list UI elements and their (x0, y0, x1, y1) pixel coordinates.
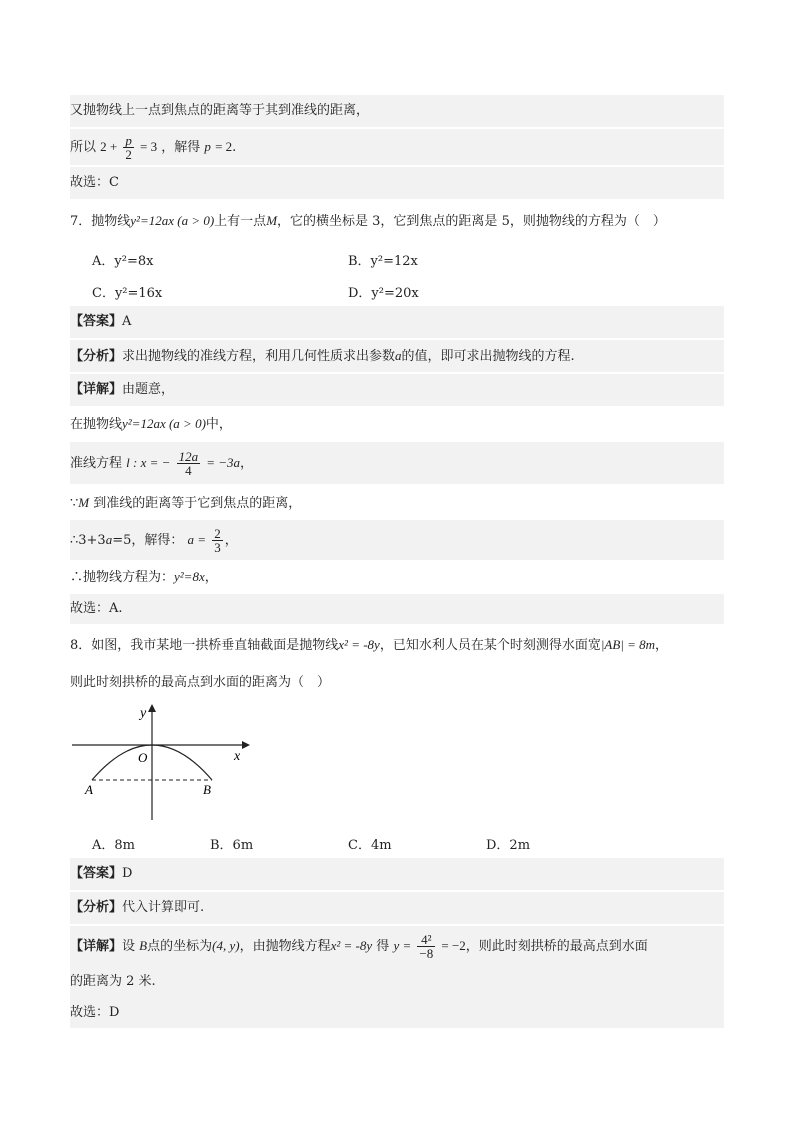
q7-detail-4m: M (78, 495, 90, 510)
q8-answer-line (70, 858, 724, 890)
q7-detail-5a2: a (105, 532, 113, 547)
q6-frac-num: p (125, 133, 132, 148)
origin-label: O (138, 750, 148, 765)
q8-frac-num: 4² (417, 933, 435, 947)
q8-stem-ab: |AB| = 8m (600, 637, 656, 652)
q8-option-d: D．2m (486, 838, 531, 853)
q7-analysis-a: a (395, 348, 402, 363)
q7-analysis-label: 【分析】 (70, 349, 123, 364)
q8-analysis-line (70, 892, 724, 924)
q8-stem-line2: 则此时刻拱桥的最高点到水面的距离为（ ） (70, 675, 331, 690)
q7-detail-5b: =5，解得： (112, 533, 184, 548)
q7-detail-6b: ， (204, 570, 218, 585)
q7-stem-c: ，它的横坐标是 3，它到焦点的距离是 5，则抛物线的方程为（ ） (277, 214, 666, 229)
q6-period: . (232, 140, 237, 155)
q7-detail-2a: 在抛物线 (70, 417, 123, 432)
q8-detail-label: 【详解】 (70, 939, 123, 954)
q8-stem-line-1 (70, 636, 724, 658)
q7-frac2-num: 2 (214, 526, 221, 541)
q7-stem-eq: y²=12ax (a > 0) (130, 213, 215, 228)
q7-frac2-den: 3 (214, 540, 221, 555)
q7-detail-3b: = −3a (206, 455, 240, 470)
q8-choice: 故选：D (70, 1005, 120, 1020)
q8-detail-1eq: x² = -8y (330, 938, 373, 953)
q7-detail-2b: 中， (205, 417, 232, 432)
q7-frac-den: 4 (185, 463, 192, 478)
q8-detail-line-2 (70, 966, 724, 998)
point-a-label: A (85, 782, 93, 797)
q7-answer-line (70, 306, 724, 338)
q6-fraction (123, 134, 134, 161)
q8-detail-1val: = −2 (441, 938, 466, 953)
q7-detail-1: 由题意， (122, 382, 175, 397)
q8-detail-1b-point: B (139, 938, 148, 953)
q8-detail-1a: 设 (122, 939, 136, 954)
q7-stem (70, 212, 724, 236)
q7-detail-3l: l : x = − (126, 455, 171, 470)
q8-stem-line-2 (70, 674, 724, 696)
q8-option-b: B．6m (210, 838, 254, 853)
q8-answer-label: 【答案】 (70, 866, 123, 881)
point-b-label: B (203, 782, 211, 797)
q8-option-a: A．8m (92, 838, 135, 853)
q7-stem-b: 上有一点 (214, 214, 267, 229)
q8-choice-line (70, 998, 724, 1028)
q6-p-value: = 2 (215, 139, 233, 154)
q7-choice: 故选：A. (70, 601, 123, 616)
q7-detail-3c: ， (240, 456, 254, 471)
q8-detail-1e: ，则此时刻拱桥的最高点到水面 (465, 939, 648, 954)
q7-frac-num: 12a (178, 449, 199, 464)
q8-detail-2: 的距离为 2 米. (70, 974, 156, 989)
q6-solve-text: ，解得 (161, 140, 201, 155)
q6-line-2 (70, 129, 724, 165)
q6-frac-den: 2 (125, 147, 132, 162)
q7-analysis: 求出抛物线的准线方程，利用几何性质求出参数 (122, 349, 396, 364)
y-axis-label: y (140, 706, 147, 721)
q7-choice-line (70, 594, 724, 624)
q7-detail-3-fraction (177, 450, 201, 477)
q6-p: p (204, 139, 211, 154)
q8-detail-1b: 点的坐标为 (147, 939, 213, 954)
q7-answer: A (122, 314, 132, 329)
q7-detail-line-6 (70, 562, 724, 592)
q6-line2-prefix: 所以 (70, 140, 97, 155)
q8-detail-fraction (417, 933, 435, 960)
q8-detail-1y: y = (393, 938, 412, 953)
q8-stem-a: 8．如图，我市某地一拱桥垂直轴截面是抛物线 (70, 638, 339, 653)
x-axis-label: x (234, 749, 241, 764)
q7-option-c: C．y²=16x (92, 286, 163, 301)
q7-option-b: B．y²=12x (348, 254, 418, 269)
q7-stem-m: M (266, 213, 278, 228)
q8-answer: D (122, 866, 133, 881)
x-axis-arrow (242, 741, 250, 749)
q8-option-c: C．4m (348, 838, 392, 853)
q8-detail-1coord: (4, y) (212, 938, 240, 953)
y-axis-arrow (148, 704, 156, 712)
q8-analysis-label: 【分析】 (70, 900, 123, 915)
q7-detail-line-5 (70, 520, 724, 560)
q7-detail-5a: ∴3+3 (70, 533, 106, 548)
q8-stem-b: ，已知水利人员在某个时刻测得水面宽 (379, 638, 601, 653)
q7-analysis-end: 的值，即可求出抛物线的方程. (401, 349, 575, 364)
q7-detail-4a: ∵ (70, 496, 79, 511)
q7-detail-label: 【详解】 (70, 382, 123, 397)
q8-detail-1c: ，由抛物线方程 (239, 939, 331, 954)
q7-detail-3a: 准线方程 (70, 456, 123, 471)
q7-detail-5c: a = (187, 532, 207, 547)
q7-detail-5-fraction (212, 527, 223, 554)
q7-detail-line-2 (70, 408, 724, 440)
q7-detail-6a: ∴抛物线方程为： (70, 570, 175, 585)
q7-option-a: A．y²=8x (92, 254, 154, 269)
q6-line-1 (70, 95, 724, 127)
q8-analysis: 代入计算即可. (122, 900, 205, 915)
q7-detail-line-3 (70, 442, 724, 484)
q7-detail-5d: ， (224, 533, 238, 548)
q6-eq-rhs: = 3 (140, 139, 158, 154)
q8-stem-eq: x² = -8y (338, 637, 380, 652)
q8-frac-den: −8 (419, 946, 434, 961)
q7-detail-6eq: y²=8x (174, 569, 205, 584)
q8-stem-c: ， (655, 638, 669, 653)
q8-parabola-figure (70, 700, 260, 822)
q8-detail-1d: 得 (376, 939, 390, 954)
q7-detail-4b: 到准线的距离等于它到焦点的距离， (89, 496, 302, 511)
q7-answer-label: 【答案】 (70, 314, 123, 329)
q7-detail-line-4 (70, 488, 724, 518)
q7-stem-a: 7．抛物线 (70, 214, 131, 229)
q6-eq-lhs: 2 + (100, 139, 118, 154)
q7-detail-2eq: y²=12ax (a > 0) (122, 416, 206, 431)
q8-detail-line-1 (70, 926, 724, 966)
q6-text-1: 又抛物线上一点到焦点的距离等于其到准线的距离， (70, 103, 370, 118)
q6-choice-line (70, 167, 724, 199)
q7-detail-line-1 (70, 374, 724, 406)
q7-option-d: D．y²=20x (348, 286, 419, 301)
q6-choice: 故选：C (70, 175, 119, 190)
q7-analysis-line (70, 340, 724, 372)
